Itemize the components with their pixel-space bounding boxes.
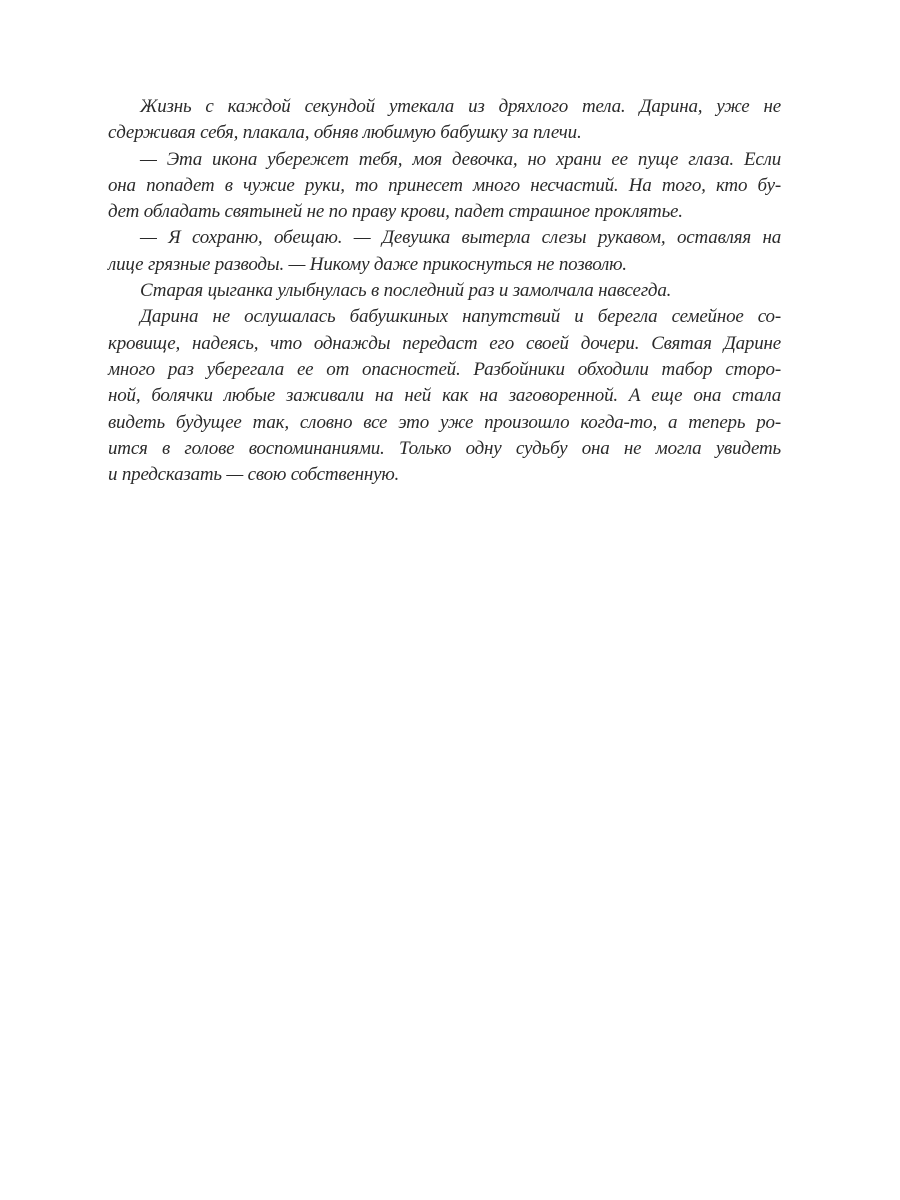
paragraph	[108, 225, 781, 278]
text-line: и предсказать — свою собственную.	[108, 464, 400, 486]
text-line: видеть будущее так, словно все это уже произошло когда-то, а теперь ро-	[108, 411, 781, 433]
paragraph	[108, 94, 781, 147]
text-line: ной, болячки любые заживали на ней как на заговоренной. А еще она стала	[108, 385, 781, 407]
paragraph	[108, 147, 781, 226]
text-line: она попадет в чужие руки, то принесет много несчастий. На того, кто бу-	[108, 174, 781, 196]
text-line: лице грязные разводы. — Никому даже прикоснуться не позволю.	[108, 253, 627, 275]
text-line: Жизнь с каждой секундой утекала из дряхлого тела. Дарина, уже не	[140, 96, 781, 117]
paragraph	[108, 304, 781, 488]
text-line: много раз уберегала ее от опасностей. Разбойники обходили табор сторо-	[108, 358, 781, 380]
paragraph	[108, 278, 781, 304]
text-line: кровище, надеясь, что однажды передаст его своей дочери. Святая Дарине	[108, 332, 781, 354]
text-line: дет обладать святыней не по праву крови, падет страшное проклятье.	[108, 201, 683, 223]
text-line: ится в голове воспоминаниями. Только одну судьбу она не могла увидеть	[108, 437, 781, 459]
text-line: — Эта икона убережет тебя, моя девочка, но храни ее пуще глаза. Если	[140, 148, 781, 170]
page-text	[108, 94, 781, 488]
text-line: Дарина не ослушалась бабушкиных напутствий и берегла семейное со-	[140, 306, 781, 328]
text-line: — Я сохраню, обещаю. — Девушка вытерла слезы рукавом, оставляя на	[140, 227, 781, 249]
text-line: сдерживая себя, плакала, обняв любимую бабушку за плечи.	[108, 122, 582, 144]
text-line: Старая цыганка улыбнулась в последний раз и замолчала навсегда.	[140, 280, 672, 302]
